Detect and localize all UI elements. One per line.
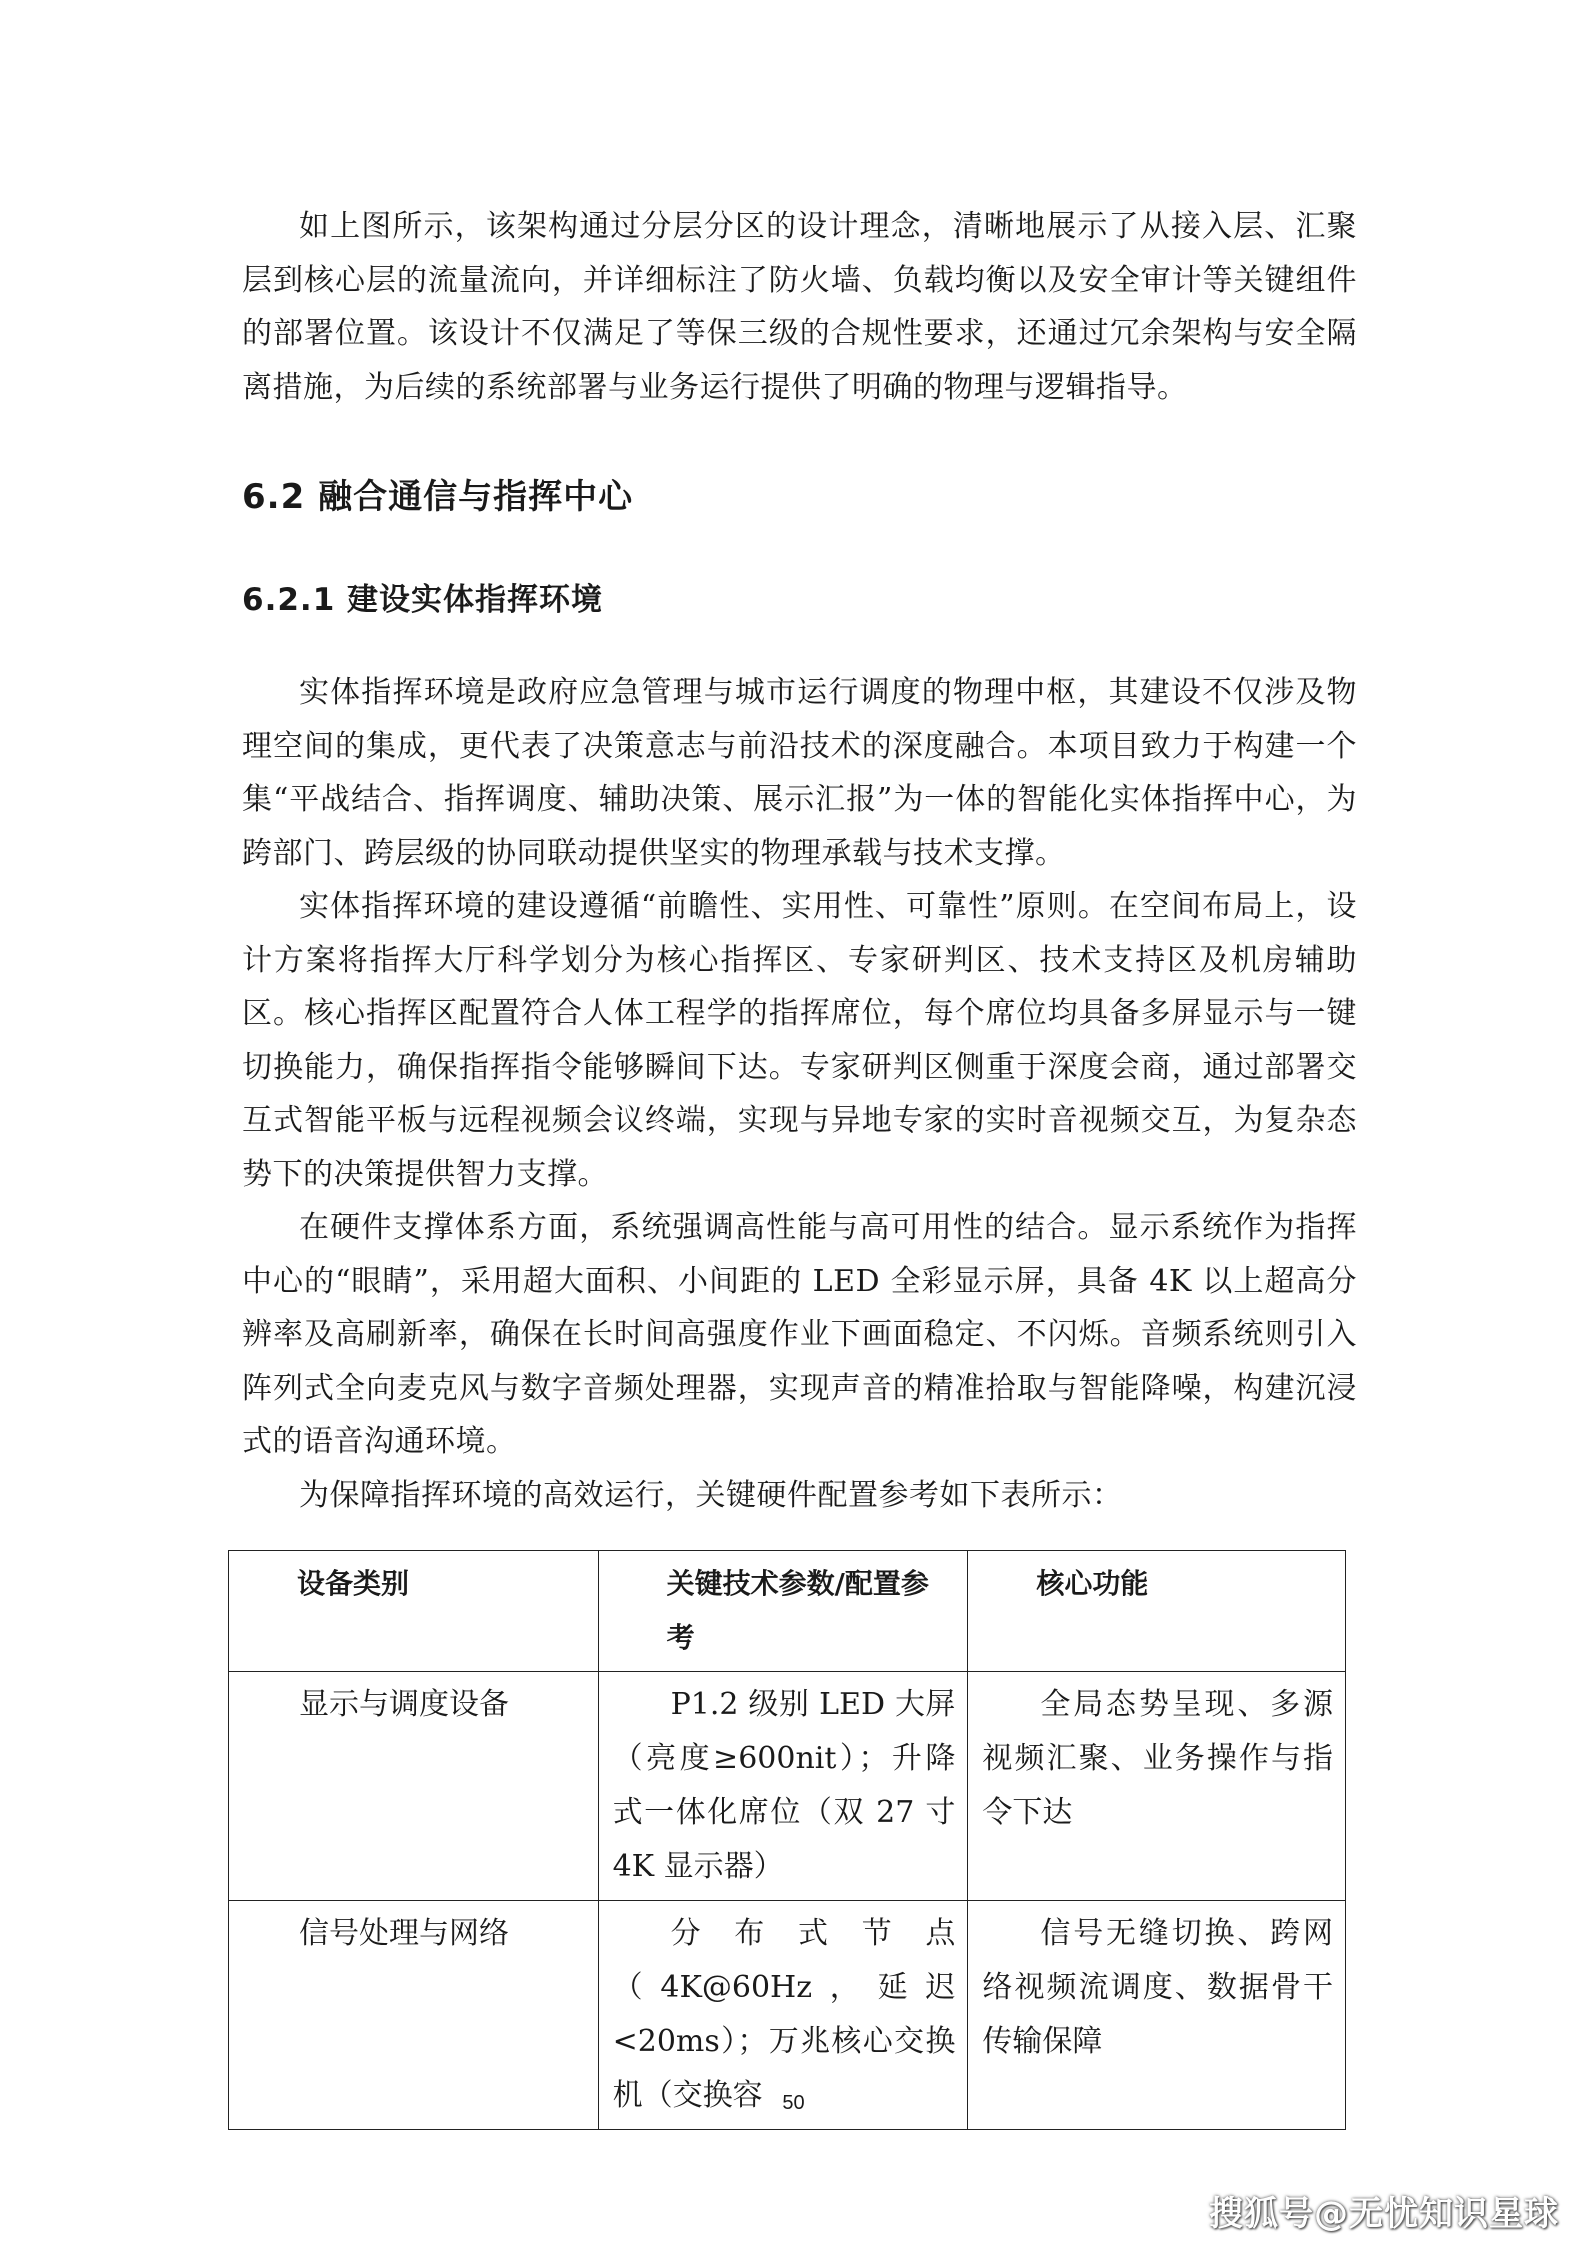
intro-paragraph: 如上图所示，该架构通过分层分区的设计理念，清晰地展示了从接入层、汇聚层到核心层的流量流向，并详细标注了防火墙、负载均衡以及安全审计等关键组件的部署位置。该设计不仅满足了等保三级的合规性要求，还通过冗余架构与安全隔离措施，为后续的系统部署与业务运行提供了明确的物理与逻辑指导。 (242, 209, 1357, 405)
watermark: 搜狐号@无忧知识星球 (1209, 2194, 1559, 2234)
paragraph-2: 实体指挥环境的建设遵循“前瞻性、实用性、可靠性”原则。在空间布局上，设计方案将指挥大厅科学划分为核心指挥区、专家研判区、技术支持区及机房辅助区。核心指挥区配置符合人体工程学的指挥席位，每个席位均具备多屏显示与一键切换能力，确保指挥指令能够瞬间下达。专家研判区侧重于深度会商，通过部署交互式智能平板与远程视频会议终端，实现与异地专家的实时音视频交互，为复杂态势下的决策提供智力支撑。 (242, 889, 1357, 1192)
cell-device-category: 显示与调度设备 (229, 1672, 599, 1901)
cell-device-category: 信号处理与网络 (229, 1901, 599, 2130)
cell-core-function: 信号无缝切换、跨网络视频流调度、数据骨干传输保障 (968, 1901, 1346, 2130)
body-paragraphs (242, 666, 1357, 1522)
header-device-category: 设备类别 (229, 1551, 599, 1672)
header-core-function: 核心功能 (968, 1551, 1346, 1672)
section-heading: 6.2 融合通信与指挥中心 (242, 477, 634, 517)
subsection-heading: 6.2.1 建设实体指挥环境 (242, 582, 604, 618)
table-row (229, 1672, 1346, 1901)
cell-key-parameters: P1.2 级别 LED 大屏（亮度≥600nit）；升降式一体化席位（双 27 寸 4K 显示器） (598, 1672, 968, 1901)
table-intro-paragraph: 为保障指挥环境的高效运行，关键硬件配置参考如下表所示： (299, 1477, 1123, 1513)
cell-key-parameters: 分布式节点（4K@60Hz，延迟<20ms）；万兆核心交换机（交换容 (598, 1901, 968, 2130)
page-content (242, 200, 1357, 1522)
header-key-parameters: 关键技术参数/配置参考 (598, 1551, 968, 1672)
page-number: 50 (782, 2092, 805, 2114)
hardware-config-table (228, 1550, 1346, 2130)
paragraph-3: 在硬件支撑体系方面，系统强调高性能与高可用性的结合。显示系统作为指挥中心的“眼睛”，采用超大面积、小间距的 LED 全彩显示屏，具备 4K 以上超高分辨率及高刷新率，确保在长时间高强度作业下画面稳定、不闪烁。音频系统则引入阵列式全向麦克风与数字音频处理器，实现声音的精准拾取与智能降噪，构建沉浸式的语音沟通环境。 (242, 1210, 1357, 1459)
cell-core-function: 全局态势呈现、多源视频汇聚、业务操作与指令下达 (968, 1672, 1346, 1901)
table-header-row (229, 1551, 1346, 1672)
paragraph-1: 实体指挥环境是政府应急管理与城市运行调度的物理中枢，其建设不仅涉及物理空间的集成，更代表了决策意志与前沿技术的深度融合。本项目致力于构建一个集“平战结合、指挥调度、辅助决策、展示汇报”为一体的智能化实体指挥中心，为跨部门、跨层级的协同联动提供坚实的物理承载与技术支撑。 (242, 675, 1357, 871)
